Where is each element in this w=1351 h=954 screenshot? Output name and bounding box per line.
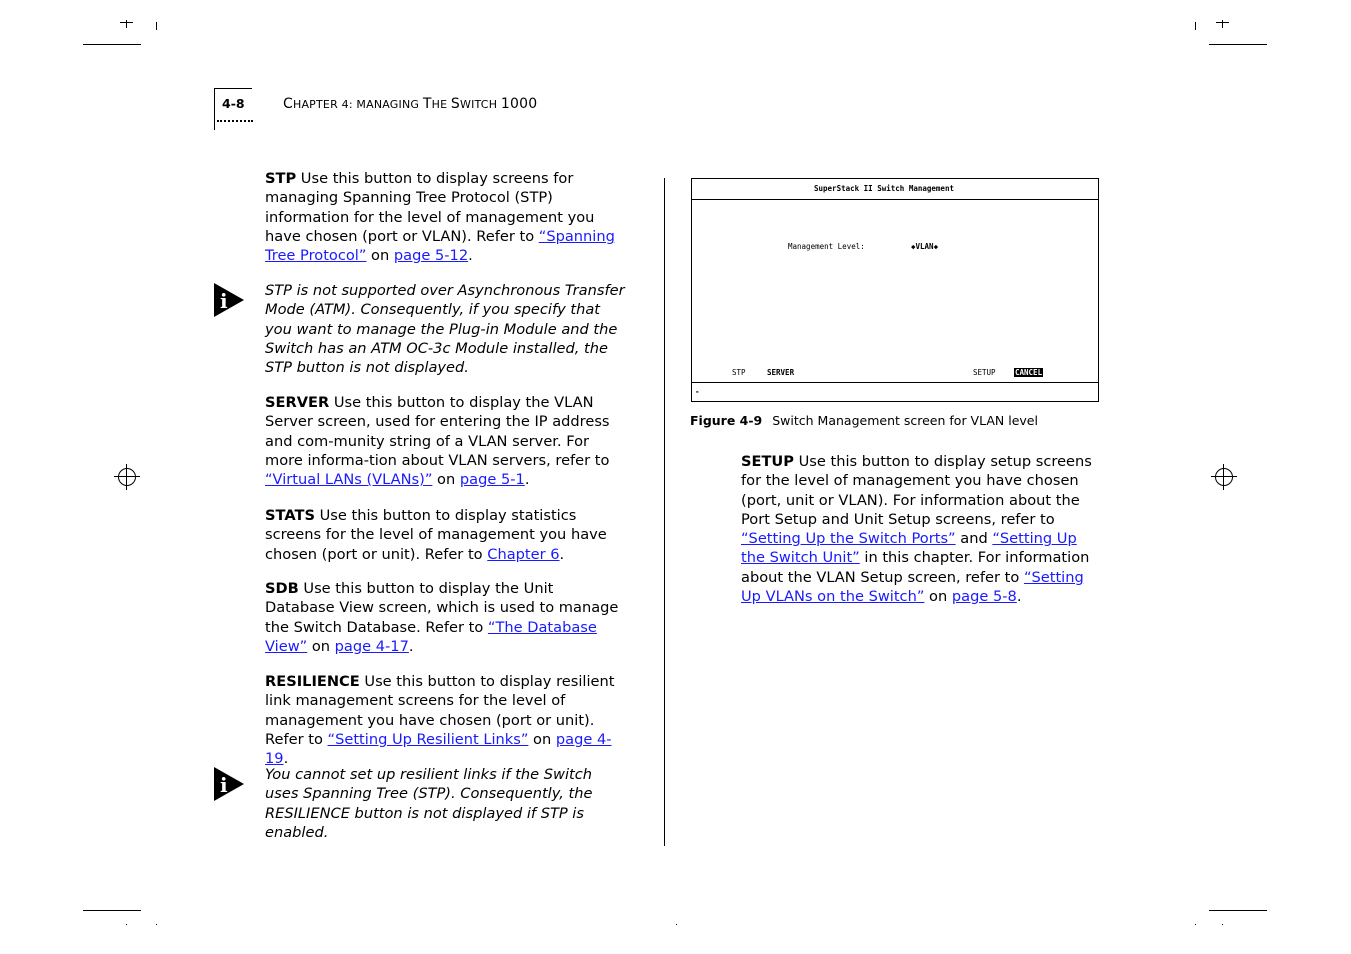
running-header: CHAPTER 4: MANAGING THE SWITCH 1000 [283,96,538,112]
crop-dot [676,924,677,925]
crop-mark-bottom-right [1209,910,1267,911]
stats-paragraph: STATS Use this button to display statistics screens for the level of management you have chosen (port or unit). Refer to Chapter 6. [265,507,607,563]
link-page[interactable]: page 4-17 [334,637,409,655]
crop-dot [126,924,127,925]
stp-paragraph: STP Use this button to display screens for managing Spanning Tree Protocol (STP) information for the level of management you have chosen (port or VLAN). Refer to “Spanning Tree Protocol” on page 5-12. [265,170,615,265]
link-page[interactable]: page 4-19 [265,730,612,768]
crop-tick [156,22,157,30]
page-number-dots [217,120,253,122]
stp-button[interactable]: STP [732,368,746,377]
link-switch-ports[interactable]: “Setting Up the Switch Ports” [741,530,956,548]
svg-text:i: i [220,773,228,797]
screen-prompt: - [695,387,700,396]
management-level-label: Management Level: [788,242,865,251]
switch-management-screen [691,178,1099,402]
crop-mark-top-left [83,44,141,45]
server-paragraph: SERVER Use this button to display the VLAN Server screen, used for entering the IP address and com-munity string of a VLAN server. For more informa-tion about VLAN servers, refer to “Virtual LANs (VLANs)” on page 5-1. [265,394,610,489]
resilience-paragraph: RESILIENCE Use this button to display resilient link management screens for the level of management you have chosen (port or unit). Refer to “Setting Up Resilient Links” on page 4-19. [265,673,615,768]
crop-tick [1195,22,1196,30]
registration-mark-icon [1211,464,1237,490]
screen-status-divider [692,382,1098,383]
page-number: 4-8 [222,96,245,111]
screen-title: SuperStack II Switch Management [814,184,954,193]
info-icon [214,767,244,801]
note-stp: STP is not supported over Asynchronous Transfer Mode (ATM). Consequently, if you specify that you want to manage the Plug-in Module and the Switch has an ATM OC-3c Module installed, the STP button is not displayed. [265,282,625,377]
crop-dot [156,924,157,925]
link-chapter[interactable]: Chapter 6 [487,545,560,563]
page-number-rule [214,88,215,130]
setup-button[interactable]: SETUP [973,368,996,377]
link-page[interactable]: page 5-8 [951,588,1017,606]
cancel-button[interactable]: CANCEL [1015,368,1043,377]
svg-text:i: i [220,289,228,313]
figure-label: Figure 4-9 [690,413,763,428]
crop-tick [120,22,133,23]
figure-caption: Figure 4-9 Switch Management screen for VLAN level [690,413,1038,428]
link-page[interactable]: page 5-12 [393,247,469,265]
link-virtual-lans[interactable]: “Virtual LANs (VLANs)” [265,471,433,489]
crop-dot [1222,924,1223,925]
link-database-view[interactable]: “The Database View” [265,618,597,655]
registration-mark-icon [114,464,140,490]
term: STP [265,170,297,187]
link-vlans-setup[interactable]: “Setting Up VLANs on the Switch” [741,568,1084,606]
link-resilient-links[interactable]: “Setting Up Resilient Links” [327,730,529,748]
link-switch-unit[interactable]: “Setting Up the Switch Unit” [741,530,1077,567]
crop-mark-top-right [1209,44,1267,45]
info-icon [214,283,244,317]
link-page[interactable]: page 5-1 [459,471,525,489]
sdb-paragraph: SDB Use this button to display the Unit Database View screen, which is used to manage the Switch Database. Refer to “The Database View” on page 4-17. [265,580,619,655]
crop-tick [1216,22,1229,23]
server-button[interactable]: SERVER [767,368,795,377]
crop-mark-bottom-left [83,910,141,911]
note-resilience: You cannot set up resilient links if the Switch uses Spanning Tree (STP). Consequently, the RESILIENCE button is not displayed if STP is enabled. [265,766,593,841]
crop-dot [1195,924,1196,925]
column-divider [664,178,665,846]
management-level-value[interactable]: ◆VLAN◆ [911,242,939,251]
link-spanning-tree[interactable]: “Spanning Tree Protocol” [265,227,615,265]
page-number-rule [214,88,252,89]
setup-paragraph: SETUP Use this button to display setup screens for the level of management you have chosen (port, unit or VLAN). For information about the Port Setup and Unit Setup screens, refer to “Setting Up the Switch Ports” and “Setting Up the Switch Unit” in this chapter. For information about the VLAN Setup screen, refer to “Setting Up VLANs on the Switch” on page 5-8. [741,453,1092,606]
